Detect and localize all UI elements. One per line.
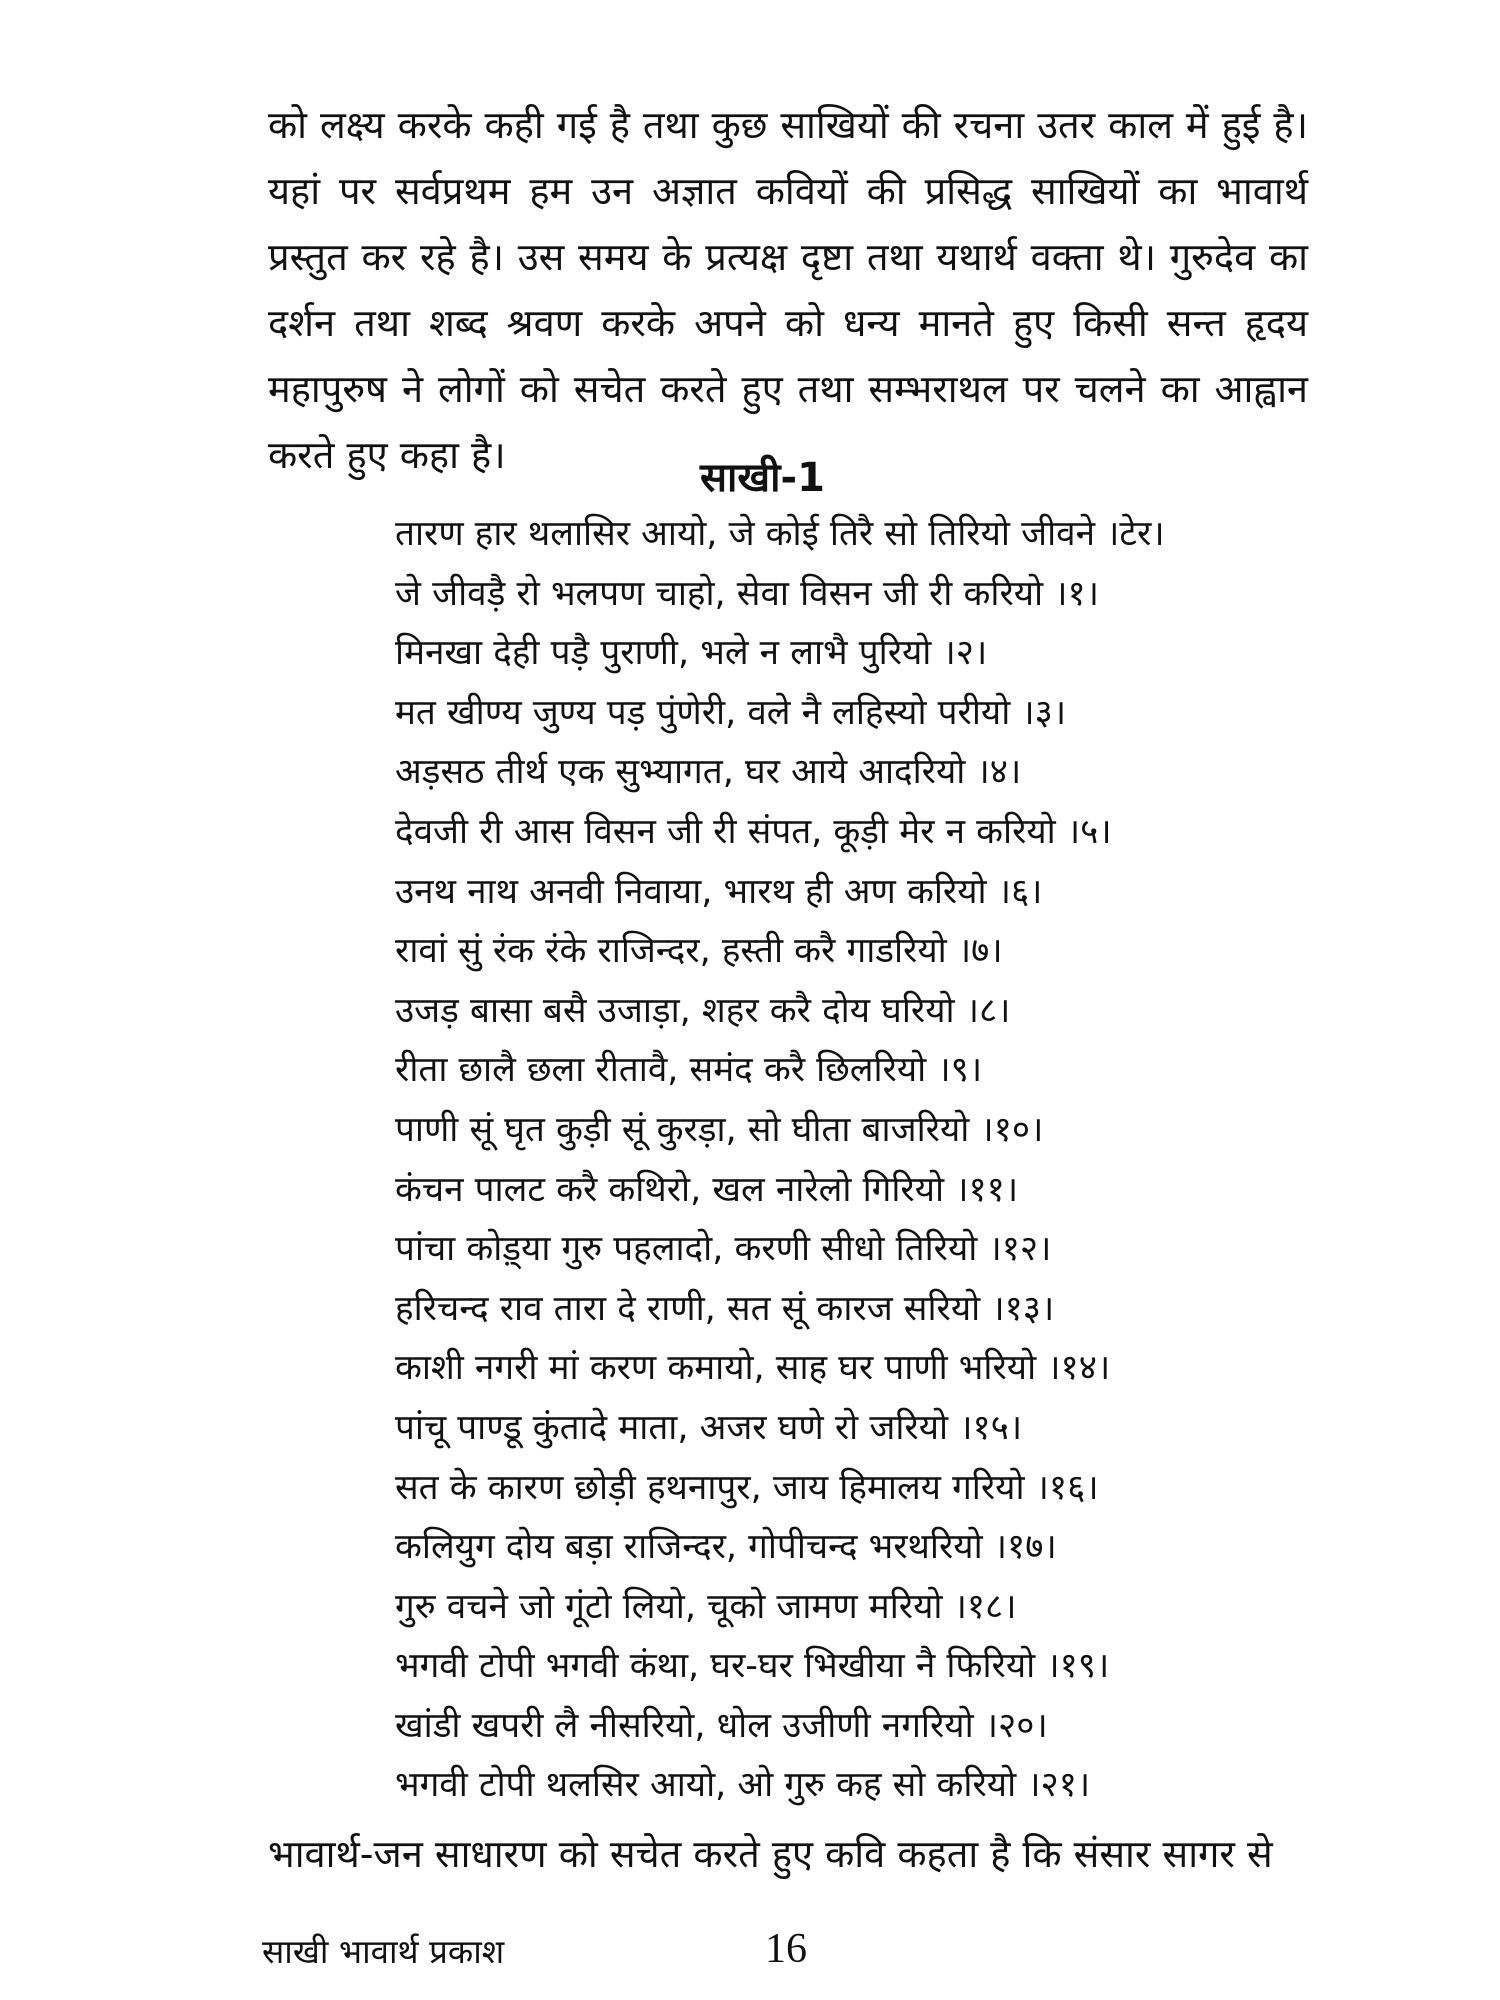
verse-line: जे जीवड़ै रो भलपण चाहो, सेवा विसन जी री करियो ।१। [395, 573, 1099, 614]
verse-line: कलियुग दोय बड़ा राजिन्दर, गोपीचन्द भरथरियो ।१७। [395, 1527, 1057, 1568]
verse-line: सत के कारण छोड़ी हथनापुर, जाय हिमालय गरियो ।१६। [395, 1467, 1099, 1508]
bhavarth-line: भावार्थ-जन साधारण को सचेत करते हुए कवि कहता है कि संसार सागर से [268, 1832, 1273, 1876]
intro-paragraph: को लक्ष्य करके कही गई है तथा कुछ साखियों की रचना उतर काल में हुई है। यहां पर सर्वप्रथम हम उन अज्ञात कवियों की प्रसिद्ध साखियों का भावार्थ प्रस्तुत कर रहे है। उस समय के प्रत्यक्ष दृष्टा तथा यथार्थ वक्ता थे। गुरुदेव का दर्शन तथा शब्द श्रवण करके अपने को धन्य मानते हुए किसी सन्त हृदय महापुरुष ने लोगों को सचेत करते हुए तथा सम्भराथल पर चलने का आह्वान करते हुए कहा है। [268, 103, 1308, 477]
verse-line: उजड़ बासा बसै उजाड़ा, शहर करै दोय घरियो ।८। [395, 990, 1011, 1031]
verse-line: भगवी टोपी भगवी कंथा, घर-घर भिखीया नै फिरियो ।१९। [395, 1646, 1110, 1687]
verse-line: काशी नगरी मां करण कमायो, साह घर पाणी भरियो ।१४। [395, 1348, 1111, 1389]
intro-paragraph-block [268, 92, 1308, 488]
verse-line: कंचन पालट करै कथिरो, खल नारेलो गिरियो ।११। [395, 1169, 1019, 1210]
verse-line: पाणी सूं घृत कुड़ी सूं कुरड़ा, सो घीता बाजरियो ।१०। [395, 1109, 1044, 1150]
verse-line: देवजी री आस विसन जी री संपत, कूड़ी मेर न करियो ।५। [395, 811, 1112, 852]
verse-list [395, 505, 1185, 1816]
verse-line: भगवी टोपी थलसिर आयो, ओ गुरु कह सो करियो ।२१। [395, 1765, 1091, 1806]
verse-line: रीता छालै छला रीतावै, समंद करै छिलरियो ।९। [395, 1050, 983, 1091]
verse-line: हरिचन्द राव तारा दे राणी, सत सूं कारज सरियो ।१३। [395, 1288, 1055, 1329]
verse-line: रावां सुं रंक रंके राजिन्दर, हस्ती करै गाडरियो ।७। [395, 931, 1003, 972]
verse-line: पांचा कोड़्या गुरु पहलादो, करणी सीधो तिरियो ।१२। [395, 1229, 1052, 1270]
footer-book-title: साखी भावार्थ प्रकाश [262, 1932, 505, 1971]
verse-line: मत खीण्य जुण्य पड़ पुंणेरी, वले नै लहिस्यो परीयो ।३। [395, 692, 1067, 733]
verse-line: तारण हार थलासिर आयो, जे कोई तिरै सो तिरियो जीवने ।टेर। [395, 514, 1165, 554]
verse-line: उनथ नाथ अनवी निवाया, भारथ ही अण करियो ।६। [395, 871, 1043, 912]
page-number: 16 [765, 1926, 807, 1972]
sakhi-heading: साखी-1 [700, 455, 825, 501]
verse-line: पांचू पाण्डू कुंतादे माता, अजर घणे रो जरियो ।१५। [395, 1407, 1023, 1448]
verse-line: अड़सठ तीर्थ एक सुभ्यागत, घर आये आदरियो ।४। [395, 752, 1022, 793]
verse-line: खांडी खपरी लै नीसरियो, धोल उजीणी नगरियो ।२०। [395, 1705, 1048, 1746]
verse-line: गुरु वचने जो गूंटो लियो, चूको जामण मरियो ।१८। [395, 1586, 1017, 1627]
verse-line: मिनखा देही पड़ै पुराणी, भले न लाभै पुरियो ।२। [395, 633, 988, 674]
